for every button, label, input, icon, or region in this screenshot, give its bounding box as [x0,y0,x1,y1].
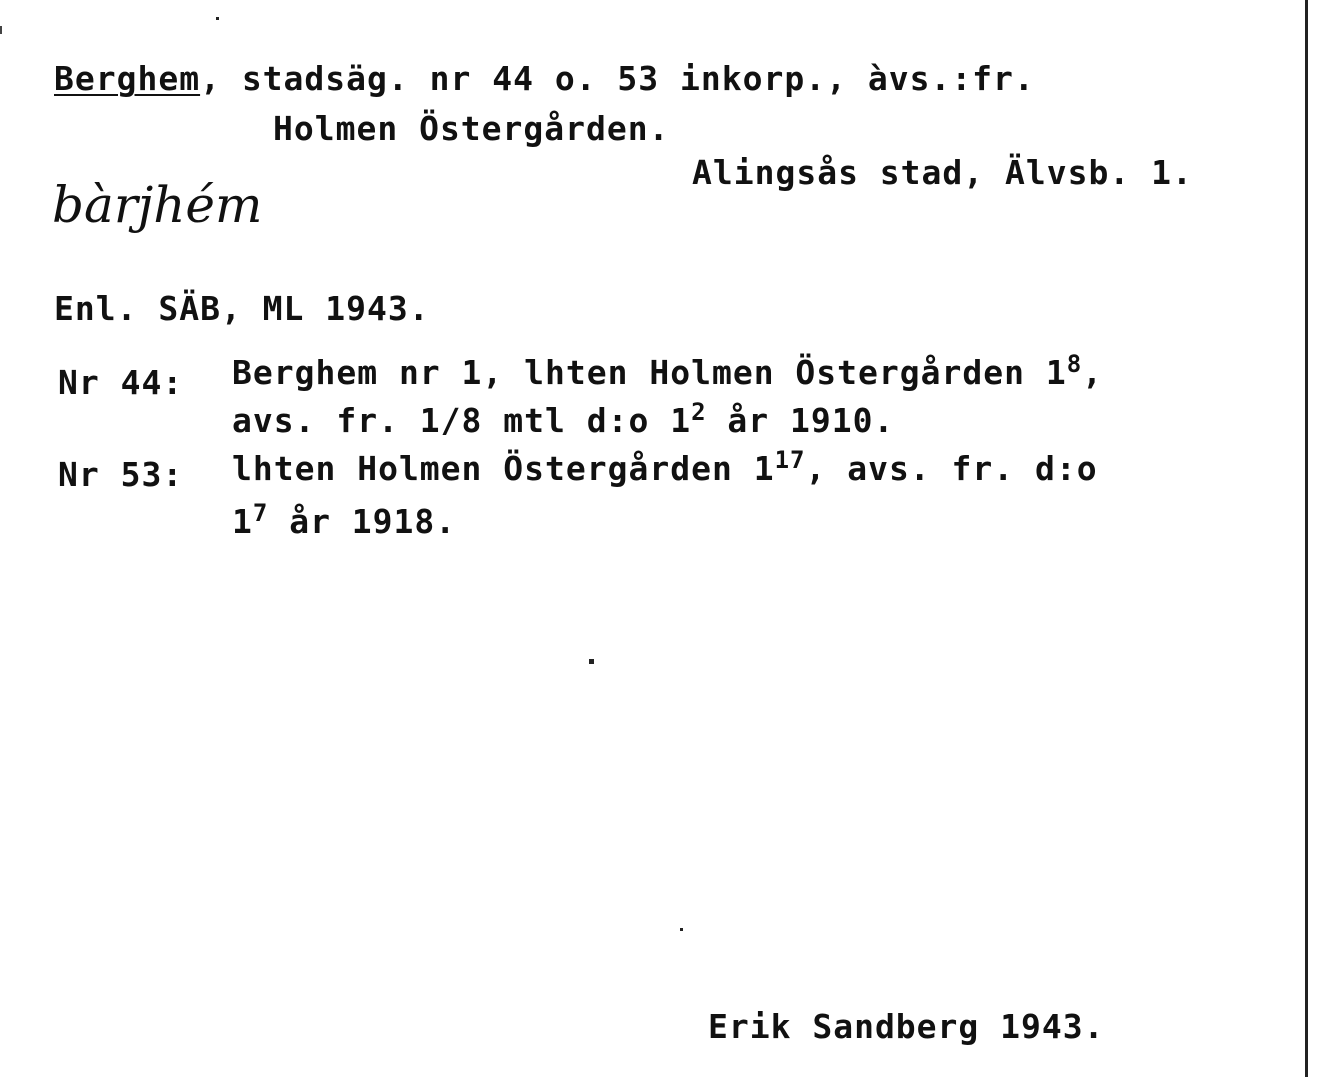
ink-speck [216,17,219,20]
nr53-superscript-1: 17 [774,446,806,474]
nr44-line-2: avs. fr. 1/8 mtl d:o $1^2$ år 1910. [232,398,895,440]
headword: Berghem [54,59,201,98]
card-right-edge [1305,0,1308,1077]
entry-continuation: Holmen Östergården. [273,109,670,148]
entry-heading [54,59,1035,98]
nr53-line-2: $1^7$ år 1918. [232,499,457,541]
source-reference: Enl. SÄB, ML 1943. [54,289,430,328]
entry-description: , stadsäg. nr 44 o. 53 inkorp., àvs.:fr. [200,59,1035,98]
pronunciation-handwritten: bàrjhém [52,176,263,234]
nr44-superscript-2: 2 [691,398,707,426]
nr53-label: Nr 53: [58,455,184,494]
nr53-line-1: lhten Holmen Östergården $1^{17}$, avs. fr. d:o [232,446,1098,488]
ink-speck [589,659,594,664]
signature: Erik Sandberg 1943. [708,1007,1105,1046]
location: Alingsås stad, Älvsb. 1. [692,153,1193,192]
ink-mark [0,26,2,34]
nr53-superscript-2: 7 [252,499,269,527]
nr44-superscript-1: 8 [1066,350,1083,378]
nr44-line-1: Berghem nr 1, lhten Holmen Östergården $1^8$, [232,350,1104,392]
nr44-label: Nr 44: [58,363,184,402]
ink-speck [680,928,683,931]
